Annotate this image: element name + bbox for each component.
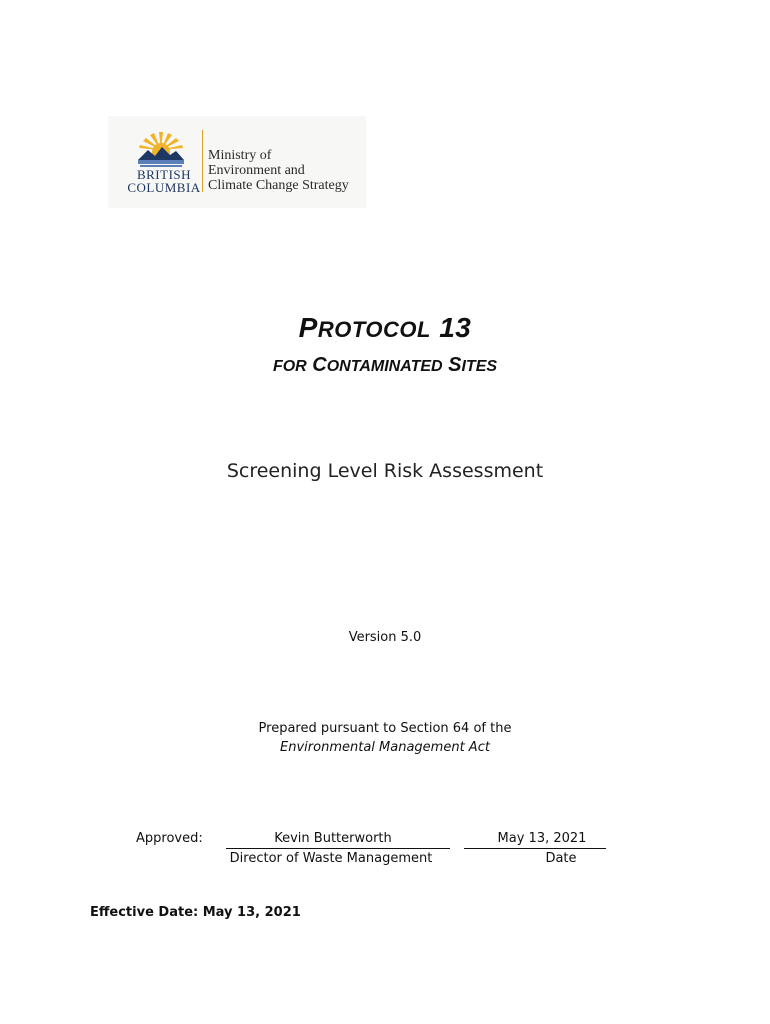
approval-date: May 13, 2021	[497, 831, 587, 846]
logo-ministry-line2: Environment and	[208, 163, 305, 178]
logo-province-line2: COLUMBIA	[127, 180, 201, 195]
document-version: Version 5.0	[348, 630, 422, 645]
date-line	[464, 848, 606, 849]
approved-label: Approved:	[136, 831, 203, 846]
subtitle-word2-initial: C	[312, 354, 327, 376]
logo-divider	[202, 130, 203, 192]
approver-position: Director of Waste Management	[229, 851, 433, 866]
act-name: Environmental Management Act	[280, 740, 490, 755]
bc-sun-mountain-icon	[136, 130, 186, 168]
document-title	[0, 312, 770, 344]
prepared-pursuant-line: Prepared pursuant to Section 64 of the	[258, 721, 512, 736]
logo-ministry-line1: Ministry of	[208, 148, 272, 163]
title-rest: ROTOCOL	[317, 317, 431, 342]
subtitle-word2-rest: ONTAMINATED	[326, 358, 443, 375]
bc-ministry-logo	[108, 116, 366, 208]
effective-date: Effective Date: May 13, 2021	[90, 905, 301, 920]
signature-line	[226, 848, 450, 849]
document-subject: Screening Level Risk Assessment	[226, 460, 544, 482]
logo-ministry-line3: Climate Change Strategy	[208, 178, 349, 193]
subtitle-word3-rest: ITES	[461, 358, 498, 375]
subtitle-word1: FOR	[272, 358, 307, 375]
title-initial: P	[298, 312, 318, 343]
title-number: 13	[439, 312, 472, 343]
subtitle-word3-initial: S	[448, 354, 462, 376]
date-label: Date	[545, 851, 577, 866]
approver-name: Kevin Butterworth	[274, 831, 392, 846]
document-subtitle	[0, 354, 770, 377]
logo-province-line1: BRITISH	[136, 167, 192, 182]
